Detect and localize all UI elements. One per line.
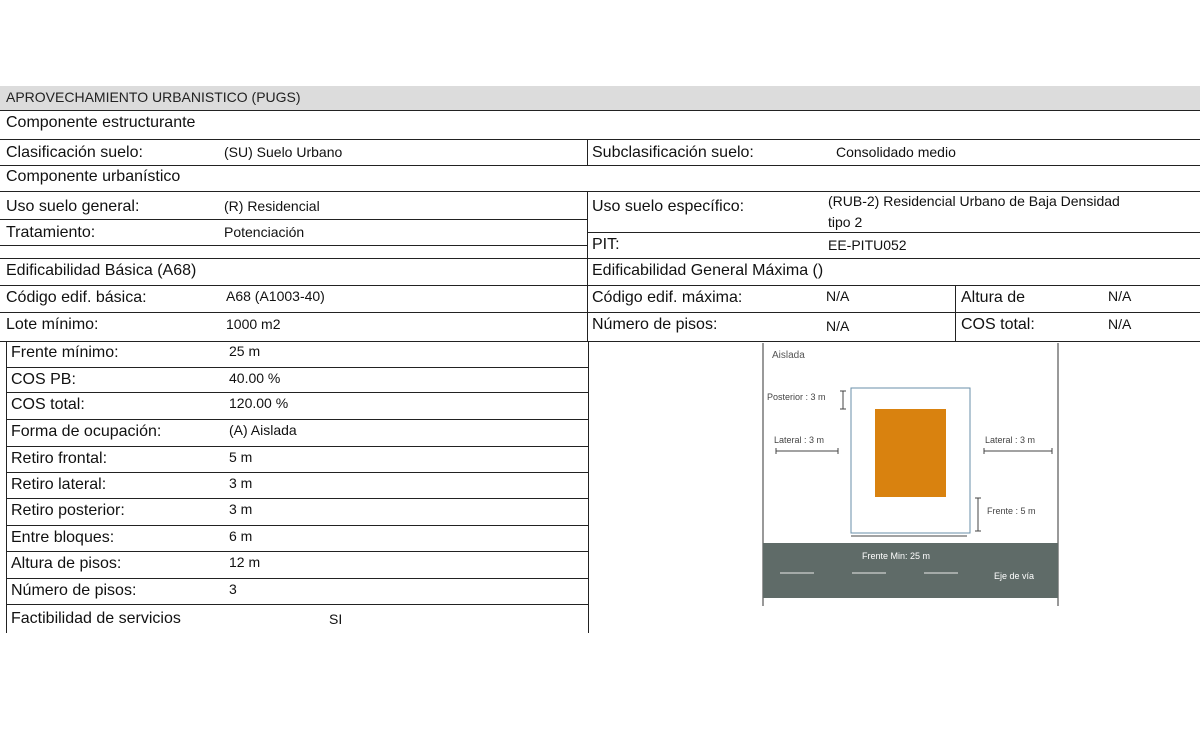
altura-label: Altura de xyxy=(961,289,1026,306)
cos-total-max-label: COS total: xyxy=(961,316,1035,333)
parametro-value: SI xyxy=(329,611,343,627)
divider xyxy=(587,139,588,166)
parametro-label: Retiro lateral: xyxy=(11,476,107,493)
divider xyxy=(587,191,588,341)
parametro-value: 3 xyxy=(229,581,237,597)
parametro-value: 6 m xyxy=(229,528,253,544)
page-title: APROVECHAMIENTO URBANISTICO (PUGS) xyxy=(6,89,301,105)
parametro-label: COS total: xyxy=(11,396,85,413)
codigo-maxima-label: Código edif. máxima: xyxy=(592,289,743,306)
clasificacion-label: Clasificación suelo: xyxy=(6,144,143,161)
subclasificacion-value: Consolidado medio xyxy=(836,144,956,160)
divider xyxy=(0,165,1200,166)
parametro-row xyxy=(7,447,588,473)
uso-especifico-label: Uso suelo específico: xyxy=(592,198,745,215)
parametro-row xyxy=(7,605,588,633)
lote-value: 1000 m2 xyxy=(226,316,281,332)
cos-total-max-value: N/A xyxy=(1108,316,1132,332)
parametros-table xyxy=(6,341,589,633)
parametro-label: Altura de pisos: xyxy=(11,555,122,572)
parametro-label: Frente mínimo: xyxy=(11,344,119,361)
divider xyxy=(0,258,1200,259)
uso-general-label: Uso suelo general: xyxy=(6,198,140,215)
eje-via-label: Eje de vía xyxy=(994,571,1035,581)
divider xyxy=(0,312,1200,313)
parametro-row xyxy=(7,579,588,605)
parametro-row xyxy=(7,499,588,526)
uso-general-value: (R) Residencial xyxy=(224,198,320,214)
frente-min-label: Frente Min: 25 m xyxy=(862,551,931,561)
section-componente-urbanistico: Componente urbanístico xyxy=(6,168,181,185)
parametro-row xyxy=(7,420,588,447)
parametro-row xyxy=(7,552,588,579)
parametro-value: 120.00 % xyxy=(229,395,289,411)
frente-label: Frente : 5 m xyxy=(987,506,1036,516)
parametro-row xyxy=(7,473,588,499)
tratamiento-value: Potenciación xyxy=(224,224,305,240)
parametro-value: 5 m xyxy=(229,449,253,465)
divider xyxy=(955,285,956,341)
parametro-value: 3 m xyxy=(229,501,253,517)
parametro-label: Factibilidad de servicios xyxy=(11,610,181,627)
codigo-basica-value: A68 (A1003-40) xyxy=(226,288,325,304)
lote-label: Lote mínimo: xyxy=(6,316,99,333)
clasificacion-value: (SU) Suelo Urbano xyxy=(224,144,343,160)
uso-especifico-value: (RUB-2) Residencial Urbano de Baja Densidad xyxy=(828,193,1120,209)
diagram-title: Aislada xyxy=(772,350,805,361)
page-header xyxy=(0,86,1200,110)
parametro-value: 25 m xyxy=(229,343,261,359)
lateral-right-label: Lateral : 3 m xyxy=(985,435,1036,445)
parametro-label: Retiro posterior: xyxy=(11,502,125,519)
pit-value: EE-PITU052 xyxy=(828,237,907,253)
pisos-value: N/A xyxy=(826,318,850,334)
parametro-value: 3 m xyxy=(229,475,253,491)
parametro-label: COS PB: xyxy=(11,371,76,388)
parametro-value: 40.00 % xyxy=(229,370,281,386)
subclasificacion-label: Subclasificación suelo: xyxy=(592,144,754,161)
tratamiento-label: Tratamiento: xyxy=(6,224,96,241)
setback-diagram xyxy=(762,343,1062,608)
parametro-label: Número de pisos: xyxy=(11,582,137,599)
setback-diagram-svg xyxy=(762,343,1062,608)
divider xyxy=(0,219,588,220)
parametro-row xyxy=(7,393,588,420)
codigo-basica-label: Código edif. básica: xyxy=(6,289,147,306)
section-edificabilidad-basica: Edificabilidad Básica (A68) xyxy=(6,262,197,279)
divider xyxy=(588,232,1200,233)
section-componente-estructurante: Componente estructurante xyxy=(6,114,196,131)
pit-label: PIT: xyxy=(592,236,620,253)
parametro-row xyxy=(7,368,588,393)
codigo-maxima-value: N/A xyxy=(826,288,850,304)
divider xyxy=(0,191,1200,192)
parametro-row xyxy=(7,526,588,552)
posterior-label: Posterior : 3 m xyxy=(767,392,826,402)
divider xyxy=(0,139,1200,140)
altura-value: N/A xyxy=(1108,288,1132,304)
divider xyxy=(0,110,1200,111)
parametro-label: Entre bloques: xyxy=(11,529,115,546)
uso-especifico-value-2: tipo 2 xyxy=(828,214,863,230)
parametro-value: 12 m xyxy=(229,554,261,570)
parametro-row xyxy=(7,341,588,368)
parametro-label: Forma de ocupación: xyxy=(11,423,162,440)
building-footprint xyxy=(875,409,946,497)
pisos-label: Número de pisos: xyxy=(592,316,718,333)
section-edificabilidad-maxima: Edificabilidad General Máxima () xyxy=(592,262,824,279)
parametro-value: (A) Aislada xyxy=(229,422,297,438)
divider xyxy=(0,285,1200,286)
divider xyxy=(0,245,588,246)
parametro-label: Retiro frontal: xyxy=(11,450,108,467)
lateral-left-label: Lateral : 3 m xyxy=(774,435,825,445)
